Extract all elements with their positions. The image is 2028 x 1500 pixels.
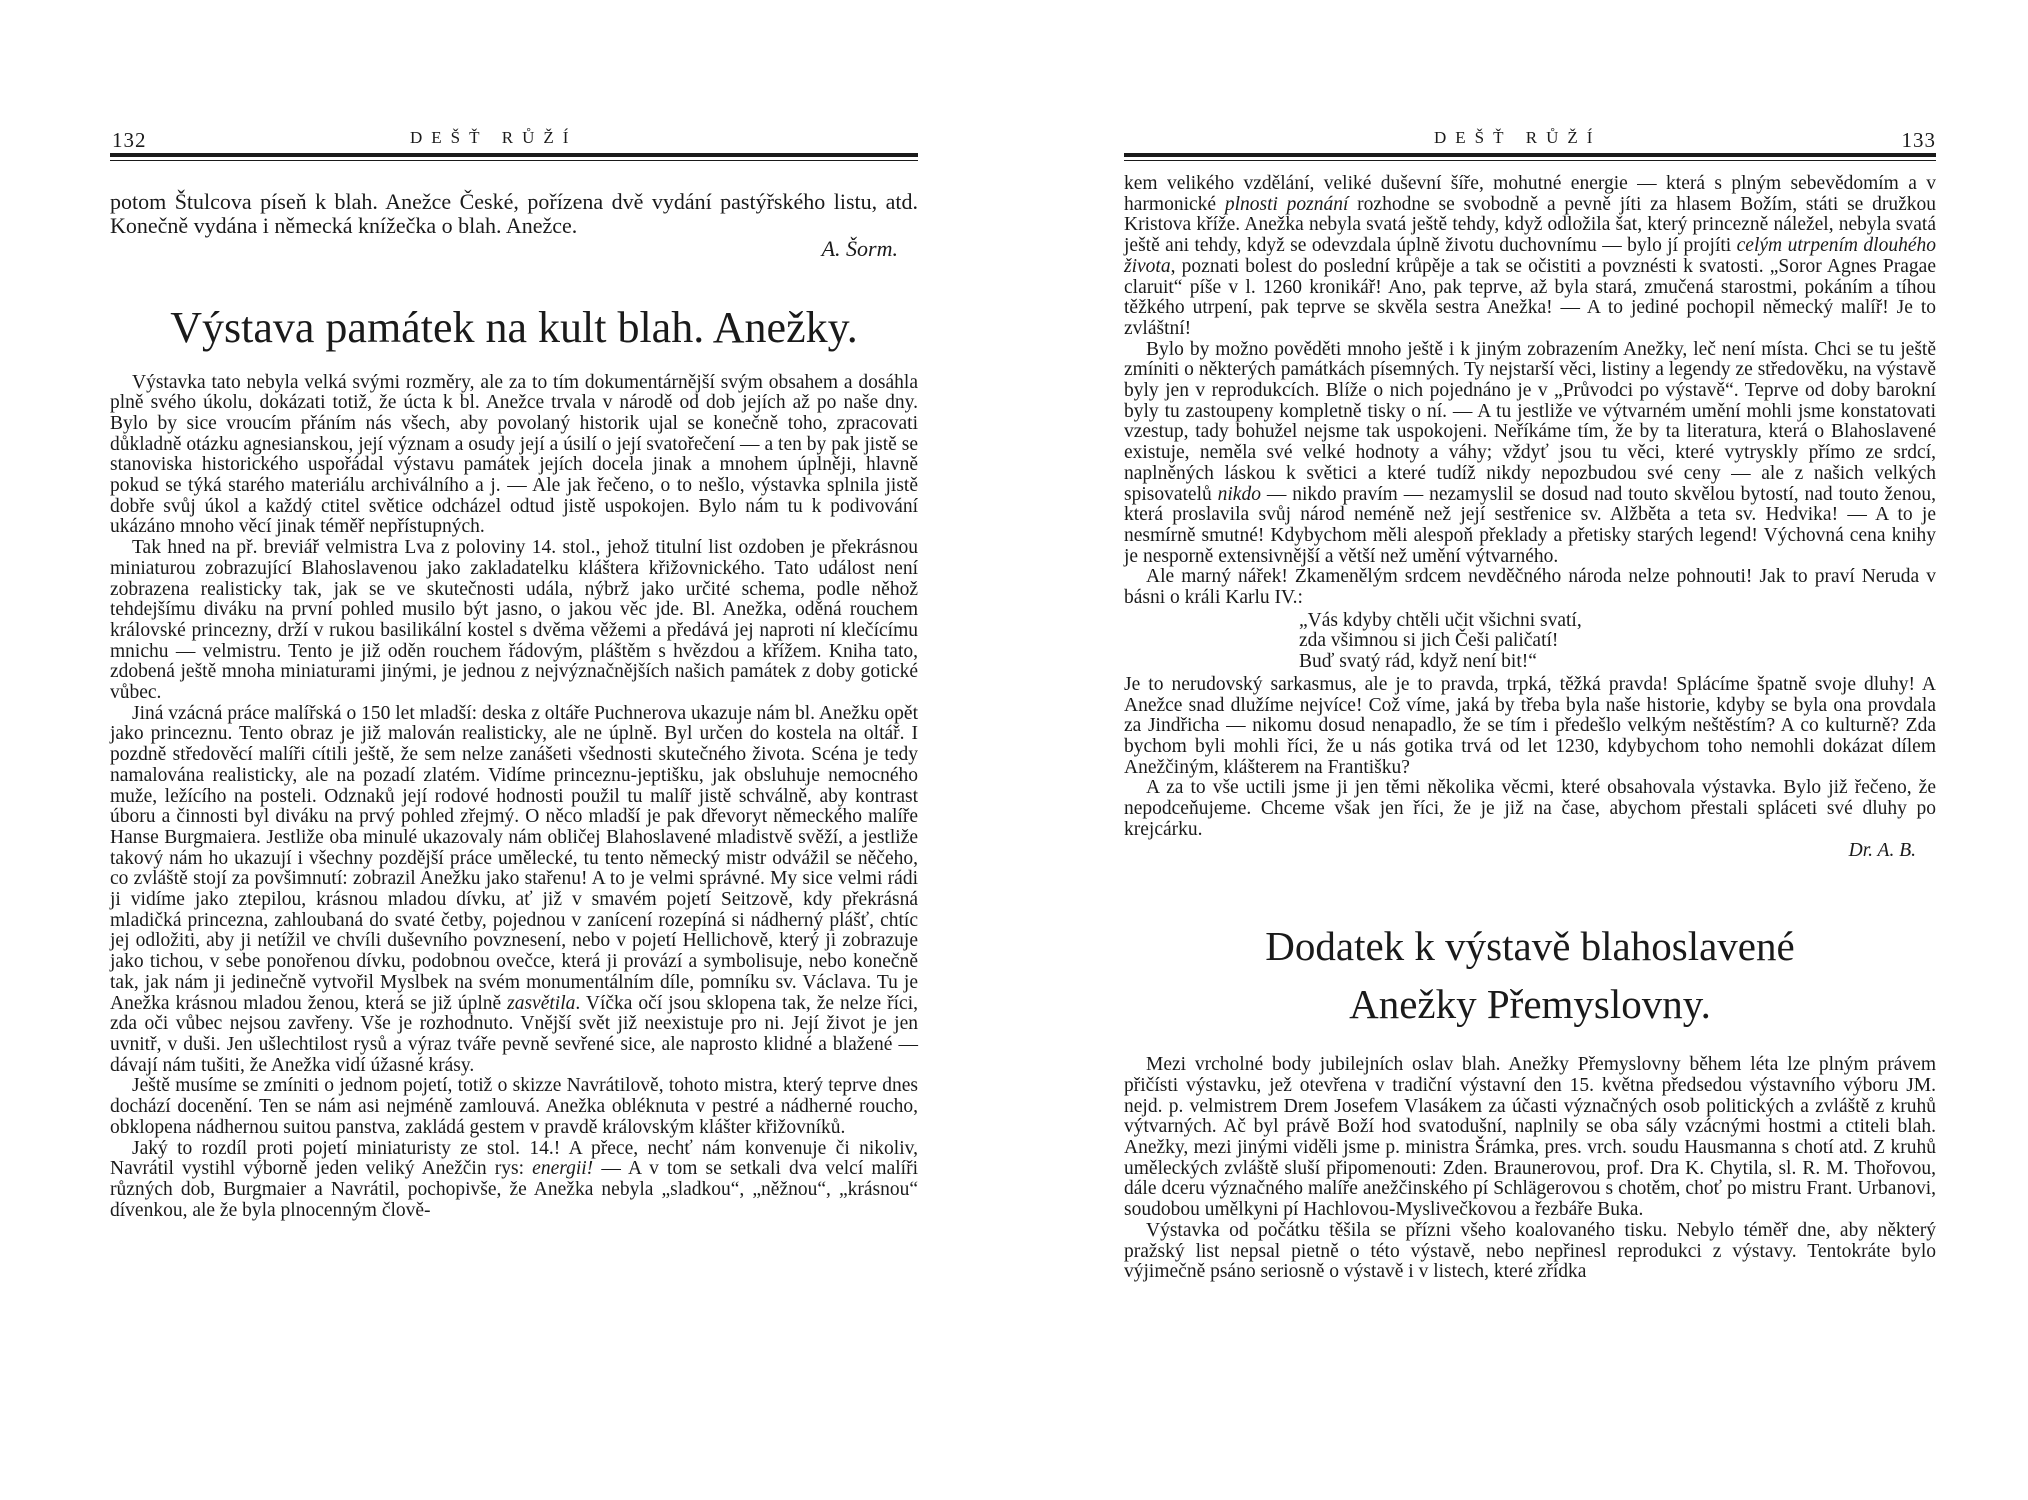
lead-signature-line: [110, 237, 918, 261]
right-page: [1124, 0, 1936, 1500]
paragraph: [110, 1139, 918, 1222]
page-body: [110, 190, 918, 1221]
header-rule-thin: [1124, 160, 1936, 161]
paragraph-text: A za to vše uctili jsme ji jen těmi několika věcmi, které obsahovala výstavka. Bylo již řečeno, že nepodceňujeme. Chceme však jen říci, že je již na čase, abychom přestali spláceti své dluhy po krejcárku.: [1124, 777, 1936, 840]
poem-line: „Vás kdyby chtěli učit všichni svatí,: [1299, 609, 1582, 631]
lead-paragraph: [110, 190, 918, 237]
paragraph-text: Jiná vzácná práce malířská o 150 let mladší: deska z oltáře Puchnerova ukazuje nám bl. Anežku opět jako princeznu. Tento obraz je již malován realisticky, ale ne úplně. Byl určen do kostela na oltář. I pozdně středověcí malíři cítili ještě, že sem nelze zanášeti všednosti skutečného života. Scéna je tedy namalována realisticky, ale na pozadí zlatém. Vidíme princeznu-jeptišku, jak obsluhuje nemocného muže, ležícího na posteli. Odznaků její rodové hodnosti použil tu malíř jistě schválně, aby kontrast úboru a činnosti byl diváku na prvý pohled zřejmý. O něco mladší je pak dřevoryt německého malíře Hanse Burgmaiera. Jestliže oba minulé ukazovaly nám obličej Blahoslavené mladistvě svěží, a jestliže takový nám ho ukazují i všechny pozdější práce umělecké, tu tento německý mistr odvážil se něčeho, co zvláště stojí za povšimnutí: zobrazil Anežku jako stařenu! A to je velmi správné. My sice velmi rádi ji vidíme jako ztepilou, krásnou mladou dívku, ať již v smavém pojetí Seitzově, kdy překrásná mladičká princezna, zahloubaná do svaté četby, pojednou v zanícení rozepíná si nádherný plášť, chtíc jej odložiti, aby ji netížil ve chvíli duševního povznesení, nebo v pojetí Hellichově, který ji zobrazuje jako tichou, v sebe ponořenou dívku, podobnou ovečce, která ji provází a symbolisuje, nebo konečně tak, jak nám ji jedinečně vytvořil Myslbek na svém monumentálním díle, pomníku sv. Václava. Tu je Anežka krásnou mladou ženou, která se již úplně: [110, 702, 918, 1014]
poem-quote: [1299, 611, 1936, 673]
left-page: [110, 0, 918, 1500]
paragraph-text: Bylo by možno pověděti mnoho ještě i k jiným zobrazením Anežky, leč není místa. Chci se tu ještě zmíniti o některých památkách písemných. Ty nejstarší věci, listiny a legendy ze středověku, na výstavě byly jen v reprodukcích. Blíže o nich pojednáno je v „Průvodci po výstavě“. Teprve od doby barokní byly tu zastoupeny kompletně tisky o ní. — A tu jestliže ve výtvarném umění mohli jsme konstatovati vzestup, tady bohužel nejsme tak uspokojeni. Neříkáme tím, že by ta literatura, která o Blahoslavené existuje, neměla své velké hodnoty a váhy; vždyť jsou tu věci, které vytryskly přímo ze srdcí, naplněných láskou k světici a které tudíž nikdy nepozbudou své ceny — ale z našich velkých spisovatelů: [1124, 338, 1936, 505]
paragraph: Mezi vrcholné body jubilejních oslav blah. Anežky Přemyslovny během léta lze plným právem přičísti výstavku, jež otevřena v tradiční výstavní den 15. května předsedou výstavního výboru JM. nejd. p. velmistrem Drem Josefem Vlasákem za účasti význačných osob politických a zvláště z kruhů výtvarných. Ač byl právě Boží hod svatodušní, naplnily se oba sály vzácnými hostmi a ctiteli blah. Anežky, mezi jinými viděli jsme p. ministra Šrámka, pres. vrch. soudu Hausmanna s chotí atd. Z kruhů uměleckých zvláště sluší připomenouti: Zden. Braunerovou, prof. Dra K. Chytila, sl. R. M. Thořovou, dále dceru význačného malíře anežčinského pí Schlägerovou s chotěm, choť po mistru Frant. Urbanovi, soudobou umělkyni pí Hachlovou-Myslivečkovou a řezbáře Buka.: [1124, 1054, 1936, 1221]
paragraph: Ale marný nářek! Zkamenělým srdcem nevděčného národa nelze pohnouti! Jak to praví Neruda v básni o králi Karlu IV.:: [1124, 566, 1936, 609]
paragraph: Výstavka od počátku těšila se přízni všeho koalovaného tisku. Nebylo téměř dne, aby některý pražský list nepsal pietně o této výstavě, nebo nepřinesl reprodukci z výstavy. Tentokráte bylo výjimečně psáno seriosně o výstavě i v listech, které zřídka: [1124, 1219, 1936, 1283]
title-line: Anežky Přemyslovny.: [1349, 981, 1711, 1028]
paragraph-text: — A v tom se setkali dva velcí malíři různých dob, Burgmaier a Navrátil, pochopivše, že Anežka nebyla „sladkou“, „něžnou“, „krásnou“ dívenkou, ale že byla plnocenným člově-: [110, 1158, 918, 1221]
paragraph-text: Jaký to rozdíl proti pojetí miniaturisty ze stol. 14.! A přece, nechť nám konvenuje či nikoliv, Navrátil vystihl výborně jeden veliký Anežčin rys:: [110, 1137, 918, 1180]
header-rule: [1124, 153, 1936, 157]
running-title: DEŠŤ RŮŽÍ: [1434, 128, 1602, 147]
running-head: [1124, 128, 1936, 154]
paragraph: [110, 704, 918, 1077]
article-title: [1124, 917, 1936, 1033]
paragraph-text: . Víčka očí jsou sklopena tak, že nelze říci, zda oči vůbec nejsou zavřeny. Vše je rozhodnuto. Vnější svět již neexistuje pro ni. Její život je jen uvnitř, v duši. Jen ušlechtilost rysů a výraz tváře pevně sevřené sice, ale naprosto klidné a blažené — dávají nám tušiti, že Anežka vidí úžasné krásy.: [110, 992, 918, 1076]
poem-line: zda všimnou si jich Češi paličatí!: [1299, 630, 1559, 652]
paragraph: Ještě musíme se zmíniti o jednom pojetí, totiž o skizze Navrátilově, tohoto mistra, který teprve dnes dochází docenění. Ten se nám asi nejméně zamlouvá. Anežka obléknuta v pestré a nádherné roucho, obklopena nádhernou suitou panstva, zakládá gestem v pravdě královským klášter křižovníků.: [110, 1075, 918, 1138]
title-line: Dodatek k výstavě blahoslavené: [1265, 923, 1795, 970]
paragraph: [1124, 340, 1936, 568]
page-number: 132: [112, 128, 147, 152]
header-rule-thin: [110, 160, 918, 161]
page-body: [1124, 174, 1936, 1283]
poem-line: Buď svatý rád, když není bit!“: [1299, 651, 1537, 673]
italic-text: celým utrpením dlouhého života: [1124, 235, 1936, 277]
header-rule: [110, 153, 918, 157]
running-head: [110, 128, 918, 154]
article-title: Výstava památek na kult blah. Anežky.: [170, 302, 858, 352]
paragraph-text: rozhodne se svobodně a pevně jíti za hlasem Božím, státi se družkou Kristova kříže. Anežka nebyla svatá ještě tehdy, když odložila šat, který princezně náležel, nebyla svatá ještě ani tehdy, když se odevzdala úplně životu duchovnímu — bylo jí projíti: [1124, 193, 1936, 257]
paragraph-text: kem velikého vzdělání, veliké duševní šíře, mohutné energie — která s plným sebevědomím a v harmonické: [1124, 173, 1936, 215]
paragraph-text: — nikdo pravím — nezamyslil se dosud nad touto skvělou bytostí, nad touto ženou, která proslavila svůj národ neméně než její sestřenice sv. Alžběta a teta sv. Hedvika! — A to je nesmírně smutné! Kdybychom měli alespoň překlady a přetisky starých legend! Výchovná cena knihy je nesporně extensivnější a větší než umění výtvarného.: [1124, 483, 1936, 567]
paragraph-text: , poznati bolest do poslední krůpěje a tak se očistiti a povznésti k svatosti. „Soror Agnes Pragae claruit“ píše v l. 1260 kronikář! Ano, pak teprve, až byla stará, zmučená starostmi, pokáním a tíhou těžkého utrpení, pak teprve se skvěla sestra Anežka! — A to jediné pochopil německý malíř! Je to zvláštní!: [1124, 255, 1936, 339]
signature-line: [1124, 841, 1936, 862]
paragraph: [1124, 778, 1936, 840]
paragraph: Tak hned na př. breviář velmistra Lva z poloviny 14. stol., jehož titulní list ozdoben je překrásnou miniaturou zobrazující Blahoslavenou jako zakladatelku kláštera křižovnického. Tato událost není zobrazena realisticky tak, jak se ve skutečnosti udála, nýbrž jako určité schema, podle něhož tehdejšímu diváku na první pohled musilo být jasno, o jakou věc jde. Bl. Anežka, oděná rouchem královské princezny, drží v rukou basilikální kostel s dvěma věžemi a předává jej naproti ní klečícímu mnichu — velmistru. Tento je již oděn rouchem řádovým, pláštěm s hvězdou a křížem. Kniha tato, zdobená ještě mnoha miniaturami jinými, je jednou z nejvýznačnějších našich památek z doby gotické vůbec.: [110, 537, 918, 704]
article-signature: Dr. A. B.: [1848, 839, 1916, 861]
paragraph: Výstavka tato nebyla velká svými rozměry, ale za to tím dokumentárnější svým obsahem a dosáhla plně svého úkolu, dokázati totiž, že úcta k bl. Anežce trvala v národě od dob jejích až po naše dny. Bylo by sice vroucím přáním nás všech, aby povolaný historik ujal se konečně toho, zpracovati důkladně otázku agnesianskou, její význam a osudy její a úsilí o její svatořečení — a ten by pak jistě se stanoviska historického uspořádal výstavu památek jejích docela jinak a mnohem úplněji, hlavně pokud se týká starého materiálu archiválního a j. — Ale jak řečeno, o to nešlo, výstavka splnila jistě dobře svůj úkol a každý ctitel světice odcházel odtud jistě uspokojen. Bylo nám tu k podivování ukázáno mnoho věcí jinak téměř nepřístupných.: [110, 371, 918, 538]
paragraph: Je to nerudovský sarkasmus, ale je to pravda, trpká, těžká pravda! Splácíme špatně svoje dluhy! A Anežce snad dlužíme nejvíce! Což víme, jaká by třeba byla naše historie, kdyby se byla ona provdala za Jindřicha — nikomu dosud nenapadlo, že se tím i předešlo velkým neštěstím? A co kulturně? Zda bychom byli mohli říci, že u nás gotika trvá od let 1230, kdybychom toho nemohli dokázat dílem Anežčiným, klášterem na Františku?: [1124, 673, 1936, 778]
italic-text: nikdo: [1217, 483, 1261, 505]
running-title: DEŠŤ RŮŽÍ: [410, 128, 578, 147]
italic-text: plnosti poznání: [1224, 193, 1349, 215]
lead-signature: A. Šorm.: [821, 236, 898, 261]
lead-text: potom Štulcova píseň k blah. Anežce České, pořízena dvě vydání pastýřského listu, atd. Konečně vydána i německá knížečka o blah. Anežce.: [110, 189, 918, 238]
paragraph: [1124, 174, 1936, 340]
page-number: 133: [1901, 128, 1936, 152]
italic-text: energii!: [532, 1158, 594, 1180]
italic-text: zasvětila: [507, 992, 576, 1014]
